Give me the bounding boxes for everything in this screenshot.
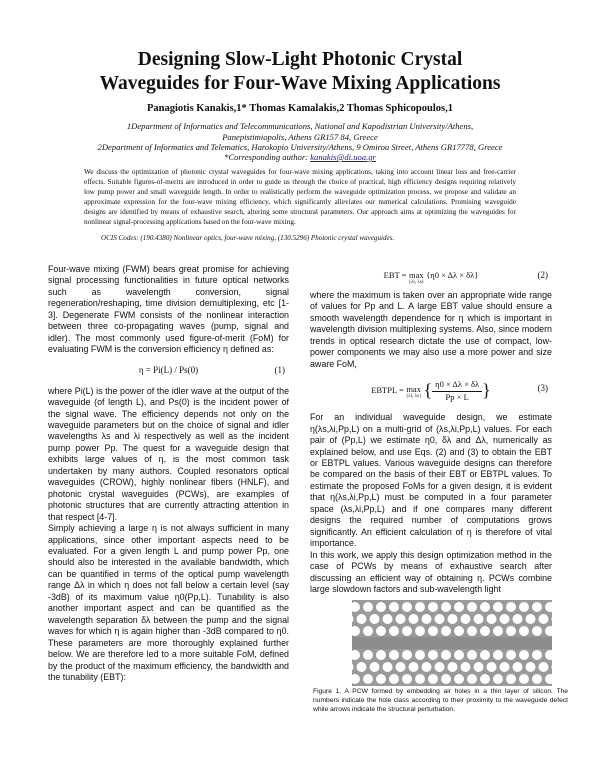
pcw-lattice-diagram [352,600,552,686]
intro-paragraph: Four-wave mixing (FWM) bears great promise for achieving signal processing functionalities in future optical networks such as wavelength conversion, signal regeneration/reshaping, time division demultiplexing, etc [1-3]. Degenerate FWM consists of the nonlinear interaction between three co-propagating waves (pump, signal and idler). The most commonly used figure-of-merit (FoM) for evaluating FWM is the conversion efficiency η defined as: [48,264,289,355]
air-hole [467,674,477,684]
air-hole [389,674,399,684]
air-hole [506,602,516,612]
air-hole [402,674,412,684]
air-hole [480,626,490,636]
air-hole [461,662,471,672]
air-hole [441,602,451,612]
air-hole [454,626,464,636]
paper-title [40,48,560,96]
ebt-explanation-paragraph: where the maximum is taken over an appropriate wide range of values for Pp and L. A large EBT value should ensure a smooth wavelength dependence for η which is important in wavelength division multiplexing systems. Also, since modern trends in optical research dictate the use of compact, low-power components we may also use a more power and size aware FoM, [310,290,552,369]
equation-1-expression: η = Pi(L) / Ps(0) [138,364,199,375]
efficiency-paragraph: where Pi(L) is the power of the idler wave at the output of the waveguide (of length L), and Ps(0) is the incident power of the signal wave. The efficiency depends not only on the waveguide parameters but on the choice of signal and idler wavelengths λs and λi respectively as well as the incident pump power Pp. The quest for a waveguide design that exhibits large values of η, is the most common task undertaken by many authors. Coupled resonators optical waveguides (CROW), highly nonlinear fibers (HNLF), and photonic crystal waveguides (PCWs), are examples of photonic structures that are currently attracting attention in that respect [4-7]. [48,385,289,522]
air-hole [370,614,380,624]
ebt-paragraph: Simply achieving a large η is not always sufficient in many applications, since other important aspects need to be evaluated. For a given length L and pump power Pp, one should also be interested in the available bandwidth, which can be quantified in terms of the optical pump wavelength range Δλ in which η does not fall below a certain level (say -3dB) of its maximum value η0(Pp,L). Tunability is also another important aspect and can be quantified as the wavelength separation δλ between the pump and the signal waves for which η is again higher than -3dB compared to η0. These parameters are more thoroughly explained further below. We are therefore led to a more suitable FoM, defined by the product of the maximum efficiency, the bandwidth and the tunability (EBT): [48,523,289,682]
air-hole [415,650,425,660]
air-hole [467,602,477,612]
affiliation-1-line-2: Panepistimiopolis, Athens GR157 84, Greece [222,132,378,142]
air-hole [396,662,406,672]
air-hole [441,650,451,660]
air-hole [357,662,367,672]
equation-1-number: (1) [274,364,285,375]
corresponding-label: *Corresponding author: [224,152,311,162]
air-hole [415,674,425,684]
left-column [48,264,289,683]
air-hole [363,650,373,660]
air-hole [363,626,373,636]
air-hole [493,650,503,660]
air-hole [506,650,516,660]
equation-2 [310,268,552,290]
air-hole [526,662,536,672]
air-hole [389,626,399,636]
air-hole [532,602,542,612]
air-hole [467,650,477,660]
equation-3-max: max [406,383,421,394]
title-line-1: Designing Slow-Light Photonic Crystal [137,49,463,70]
air-hole [448,614,458,624]
air-hole [415,602,425,612]
air-hole [532,674,542,684]
air-hole [519,650,529,660]
air-hole [383,662,393,672]
equation-2-expression [310,270,552,285]
equation-2-body: {η0 × Δλ × δλ} [426,270,479,280]
air-hole [454,650,464,660]
ocis-codes: OCIS Codes: (190.4380) Nonlinear optics, four-wave mixing, (130.5296) Photonic crystal waveguides. [101,234,395,242]
affiliation-1-line-1: 1Department of Informatics and Telecommunications, National and Kapodistrian University/Athens, [126,121,474,131]
air-hole [454,602,464,612]
title-line-2: Waveguides for Four-Wave Mixing Applications [99,73,501,94]
figure-1-caption: Figure 1. A PCW formed by embedding air holes in a thin layer of silicon. The numbers indicate the hole class according to their proximity to the waveguide defect while arrows indicate the structural perturbation. [313,688,568,713]
corresponding-email-link[interactable]: kanakis@di.uoa.gr [310,152,376,162]
air-hole [493,602,503,612]
authors: Panagiotis Kanakis,1* Thomas Kamalakis,2 Thomas Sphicopoulos,1 [147,103,453,114]
air-hole [448,662,458,672]
equation-3-expression: EBTPL = max {λi, λs} { $\frac{\eta 0 \times \Delta\lambda \times \delta\lambda}{Pp \times L}$ } [371,379,491,402]
air-hole [402,626,412,636]
air-hole [467,626,477,636]
equation-3-subscript: {λi, λs} [405,393,422,399]
air-hole [383,614,393,624]
air-hole [428,674,438,684]
equation-3-denominator: Pp × L [445,391,469,402]
equation-3-number: (3) [537,383,548,394]
air-hole [539,614,549,624]
air-hole [409,662,419,672]
air-hole [363,602,373,612]
air-hole [396,614,406,624]
air-hole [370,662,380,672]
estimation-paragraph: For an individual waveguide design, we estimate η(λs,λi,Pp,L) on a multi-grid of (λs,λi,Pp,L) values. For each pair of (Pp,L) we estimate η0, δλ and Δλ, numerically as explained below, and use Eqs. (2) and (3) to obtain the EBT or EBTPL values. Various waveguide designs can therefore be compared on the basis of their EBT or EBTPL values. To estimate the proposed FoMs for a given design, it is evident that η(λs,λi,Pp,L) must be computed in a four parameter space (λs,λi,Pp,L) and if one compares many different designs the required number of computations grows significantly. An efficient calculation of η is therefore of vital importance. [310,412,552,549]
equation-2-lhs: EBT = [383,270,409,280]
air-hole [532,626,542,636]
air-hole [376,602,386,612]
air-hole [441,626,451,636]
air-hole [357,614,367,624]
air-hole [409,614,419,624]
air-hole [376,626,386,636]
equation-2-max: max [409,270,424,280]
air-hole [519,626,529,636]
air-hole [474,614,484,624]
air-hole [402,650,412,660]
corresponding-author [48,152,552,163]
air-hole [428,626,438,636]
air-hole [487,662,497,672]
affiliation-1 [48,121,552,143]
air-hole [461,614,471,624]
equation-3 [310,370,552,412]
air-hole [513,614,523,624]
air-hole [454,674,464,684]
air-hole [506,626,516,636]
air-hole [519,674,529,684]
air-hole [519,602,529,612]
air-hole [493,626,503,636]
equation-2-number: (2) [537,270,548,280]
air-hole [428,602,438,612]
abstract: We discuss the optimization of photonic crystal waveguides for four-wave mixing applications, taking into account linear loss and free-carrier effects. Suitable figures-of-merits are introduced in order to guide us through the choice of practical, high efficiency designs requiring relatively low pump power and small waveguide length. In order to realistically perform the waveguide optimization process, we propose and validate an approximate expression for the four-wave mixing efficiency, which significantly alleviates our numerical calculations. Promising waveguide designs are identified by means of exhaustive search, altering some structural parameters. Our approach aims at optimizing the waveguides for nonlinear signal-processing applications based on the four-wave mixing. [84,167,516,226]
air-hole [376,674,386,684]
air-hole [526,614,536,624]
waveguide-defect-row [352,637,552,649]
right-column [310,268,552,595]
air-hole [441,674,451,684]
air-hole [480,674,490,684]
air-hole [422,662,432,672]
air-hole [376,650,386,660]
affiliation-2: 2Department of Informatics and Telematics, Harokopio University/Athens, 9 Omirou Street, Athens GR17778, Greece [97,142,503,152]
air-hole [363,674,373,684]
equation-2-subscript: {λi, λs} [408,280,425,285]
air-hole [422,614,432,624]
air-hole [487,614,497,624]
air-hole [480,602,490,612]
air-hole [428,650,438,660]
equation-1 [48,356,289,386]
equation-3-numerator: η0 × Δλ × δλ [432,379,482,391]
pcw-paragraph: In this work, we apply this design optimization method in the case of PCWs by means of exhaustive search after discussing an efficient way of obtaining η. PCWs combine large slowdown factors and sub-wavelength light [310,549,552,594]
air-hole [435,614,445,624]
air-hole [506,674,516,684]
air-hole [435,662,445,672]
air-hole [389,650,399,660]
air-hole [474,662,484,672]
figure-1-photonic-crystal [352,600,552,686]
air-hole [389,602,399,612]
air-hole [539,662,549,672]
air-hole [493,674,503,684]
air-hole [513,662,523,672]
air-hole [415,626,425,636]
air-hole [402,602,412,612]
air-hole [500,614,510,624]
air-hole [532,650,542,660]
air-hole [480,650,490,660]
equation-3-lhs: EBTPL = [371,385,406,396]
air-hole [500,662,510,672]
